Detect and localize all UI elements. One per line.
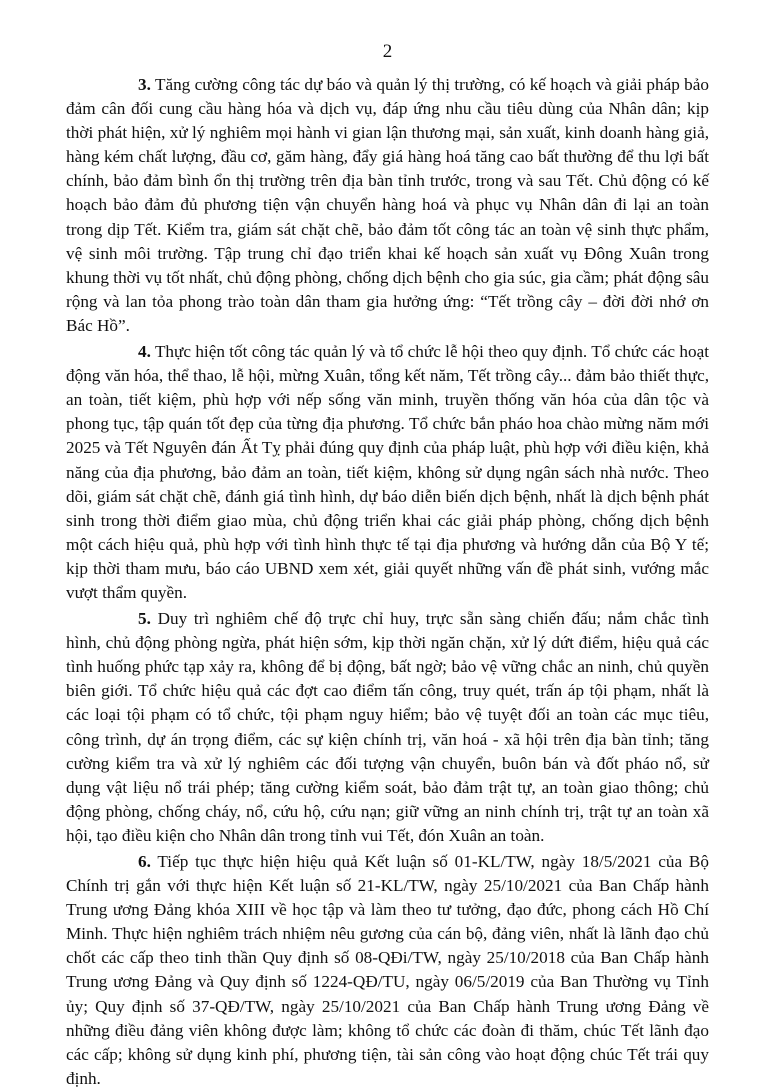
paragraph-5	[66, 607, 709, 848]
paragraph-text: Tăng cường công tác dự báo và quản lý thị trường, có kế hoạch và giải pháp bảo đảm cân đối cung cầu hàng hóa và dịch vụ, đáp ứng nhu cầu tiêu dùng của Nhân dân; kịp thời phát hiện, xử lý nghiêm mọi hành vi gian lận thương mại, sản xuất, kinh doanh hàng giả, hàng kém chất lượng, đầu cơ, găm hàng, đẩy giá hàng hoá tăng cao bất thường để thu lợi bất chính, bảo đảm bình ổn thị trường trên địa bàn tỉnh trước, trong và sau Tết. Chủ động có kế hoạch bảo đảm đủ phương tiện vận chuyển hàng hoá và phục vụ Nhân dân đi lại an toàn trong dịp Tết. Kiểm tra, giám sát chặt chẽ, bảo đảm tốt công tác an toàn vệ sinh thực phẩm, vệ sinh môi trường. Tập trung chỉ đạo triển khai kế hoạch sản xuất vụ Đông Xuân trong khung thời vụ tốt nhất, chủ động phòng, chống dịch bệnh cho gia súc, gia cầm; phát động sâu rộng và lan tỏa phong trào toàn dân tham gia hưởng ứng: “Tết trồng cây – đời đời nhớ ơn Bác Hồ”.	[66, 75, 709, 335]
paragraph-text: Tiếp tục thực hiện hiệu quả Kết luận số 01-KL/TW, ngày 18/5/2021 của Bộ Chính trị gắn với thực hiện Kết luận số 21-KL/TW, ngày 25/10/2021 của Ban Chấp hành Trung ương Đảng khóa XIII về học tập và làm theo tư tưởng, đạo đức, phong cách Hồ Chí Minh. Thực hiện nghiêm trách nhiệm nêu gương của cán bộ, đảng viên, nhất là lãnh đạo chủ chốt các cấp theo tinh thần Quy định số 08-QĐi/TW, ngày 25/10/2018 của Ban Chấp hành Trung ương Đảng và Quy định số 1224-QĐ/TU, ngày 06/5/2019 của Ban Thường vụ Tỉnh ủy; Quy định số 37-QĐ/TW, ngày 25/10/2021 của Ban Chấp hành Trung ương Đảng về những điều đảng viên không được làm; không tổ chức các đoàn đi thăm, chúc Tết lãnh đạo các cấp; không sử dụng kinh phí, phương tiện, tài sản công vào hoạt động chúc Tết trái quy định.	[66, 852, 709, 1088]
paragraph-4	[66, 340, 709, 605]
paragraph-number: 3.	[138, 75, 151, 94]
page-number: 2	[382, 41, 393, 62]
paragraph-number: 6.	[138, 852, 151, 871]
paragraph-6	[66, 850, 709, 1091]
paragraph-number: 5.	[138, 609, 151, 629]
paragraph-text: Thực hiện tốt công tác quản lý và tổ chức lễ hội theo quy định. Tổ chức các hoạt động văn hóa, thể thao, lễ hội, mừng Xuân, tổng kết năm, Tết trồng cây... đảm bảo thiết thực, an toàn, tiết kiệm, phù hợp với nếp sống văn minh, truyền thống văn hóa của dân tộc và phong tục, tập quán tốt đẹp của từng địa phương. Tổ chức bắn pháo hoa chào mừng năm mới 2025 và Tết Nguyên đán Ất Tỵ phải đúng quy định của pháp luật, phù hợp với điều kiện, khả năng của địa phương, bảo đảm an toàn, tiết kiệm, không sử dụng ngân sách nhà nước. Theo dõi, giám sát chặt chẽ, đánh giá tình hình, dự báo diễn biến dịch bệnh, nhất là dịch bệnh phát sinh trong thời điểm giao mùa, chủ động triển khai các giải pháp phòng, chống dịch bệnh một cách hiệu quả, phù hợp với tình hình thực tế tại địa phương và hướng dẫn của Bộ Y tế; kịp thời tham mưu, báo cáo UBND xem xét, giải quyết những vấn đề phát sinh, vướng mắc vượt thẩm quyền.	[66, 342, 709, 602]
paragraph-number: 4.	[138, 342, 151, 362]
paragraph-text: Duy trì nghiêm chế độ trực chỉ huy, trực sẵn sàng chiến đấu; nắm chắc tình hình, chủ động phòng ngừa, phát hiện sớm, kịp thời ngăn chặn, xử lý dứt điểm, hiệu quả các tình huống phức tạp xảy ra, không để bị động, bất ngờ; bảo vệ vững chắc an ninh, chủ quyền biên giới. Tổ chức hiệu quả các đợt cao điểm tấn công, truy quét, trấn áp tội phạm, nhất là các loại tội phạm có tổ chức, tội phạm nguy hiểm; bảo vệ tuyệt đối an toàn các mục tiêu, công trình, dự án trọng điểm, các sự kiện chính trị, văn hoá - xã hội trên địa bàn tỉnh; tăng cường kiểm tra và xử lý nghiêm các đối tượng vận chuyển, buôn bán và đốt pháo nổ, sử dụng vật liệu nổ trái phép; tăng cường kiểm soát, bảo đảm trật tự, an toàn giao thông; chủ động phòng, chống cháy, nổ, cứu hộ, cứu nạn; giữ vững an ninh chính trị, trật tự an toàn xã hội, tạo điều kiện cho Nhân dân trong tỉnh vui Tết, đón Xuân an toàn.	[66, 609, 709, 845]
paragraph-3	[66, 73, 709, 338]
